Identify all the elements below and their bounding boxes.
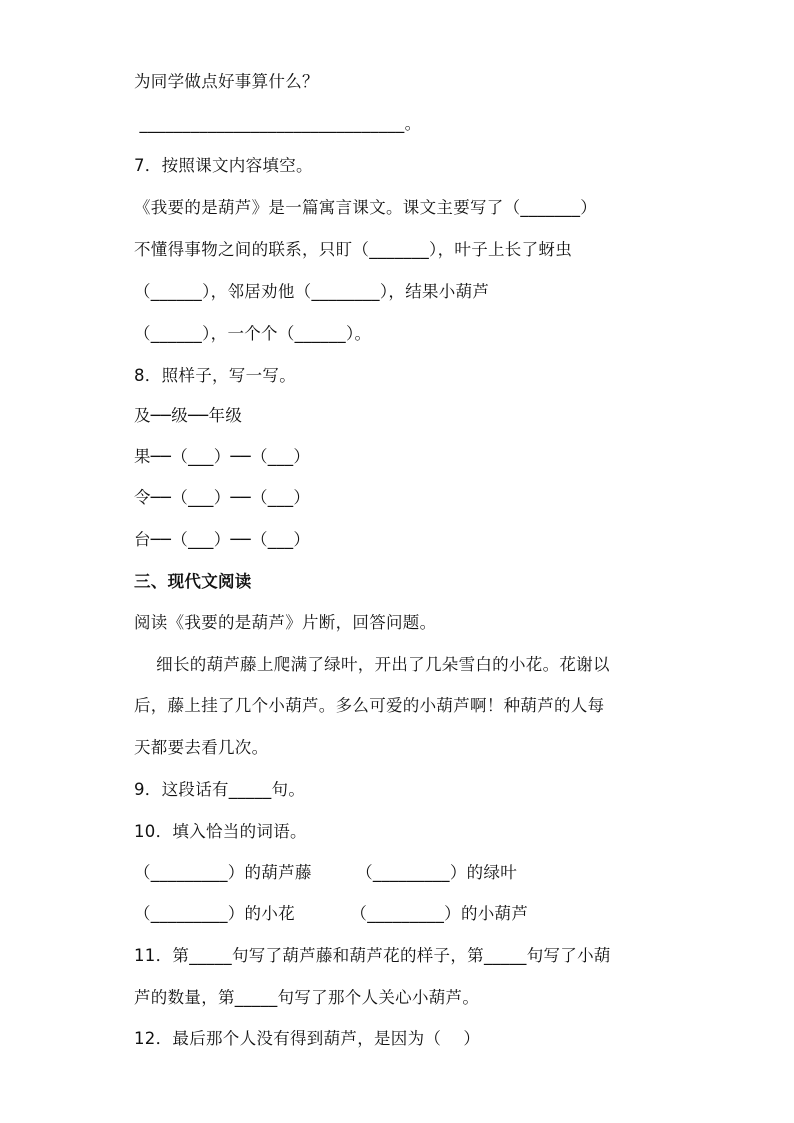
question-7-heading: 7．按照课文内容填空。: [134, 156, 313, 175]
question-11-text: 芦的数量，第_____句写了那个人关心小葫芦。: [134, 988, 480, 1007]
question-12-text: 12．最后那个人没有得到葫芦，是因为（ ）: [134, 1029, 481, 1048]
reading-instruction: 阅读《我要的是葫芦》片断，回答问题。: [134, 613, 437, 632]
question-9: 9．这段话有_____句。: [134, 780, 306, 799]
answer-line: _______________________________。: [134, 114, 422, 133]
question-10-row: （_________）的葫芦藤 （_________）的绿叶: [134, 863, 518, 882]
question-8-item: 台──（___）──（___）: [134, 530, 311, 549]
question-8-item: 果──（___）──（___）: [134, 447, 311, 466]
text-line: 为同学做点好事算什么？: [134, 72, 319, 91]
question-7-text: （______），一个个（______）。: [134, 324, 372, 343]
question-7-text: 不懂得事物之间的联系，只盯（_______），叶子上长了蚜虫: [134, 240, 572, 259]
section-heading: 三、现代文阅读: [134, 572, 252, 591]
passage-line: 天都要去看几次。: [134, 738, 269, 757]
passage-line: 细长的葫芦藤上爬满了绿叶，开出了几朵雪白的小花。花谢以: [134, 655, 610, 674]
question-11-text: 11．第_____句写了葫芦藤和葫芦花的样子，第_____句写了小葫: [134, 946, 611, 965]
passage-line: 后，藤上挂了几个小葫芦。多么可爱的小葫芦啊！种葫芦的人每: [134, 696, 605, 715]
question-8-heading: 8．照样子，写一写。: [134, 366, 296, 385]
question-7-text: 《我要的是葫芦》是一篇寓言课文。课文主要写了（_______）: [134, 198, 598, 217]
question-10-heading: 10．填入恰当的词语。: [134, 822, 307, 841]
question-8-item: 令──（___）──（___）: [134, 488, 311, 507]
question-10-row: （_________）的小花 （_________）的小葫芦: [134, 904, 529, 923]
question-8-example: 及──级──年级: [134, 406, 243, 425]
question-7-text: （______），邻居劝他（________），结果小葫芦: [134, 282, 490, 301]
